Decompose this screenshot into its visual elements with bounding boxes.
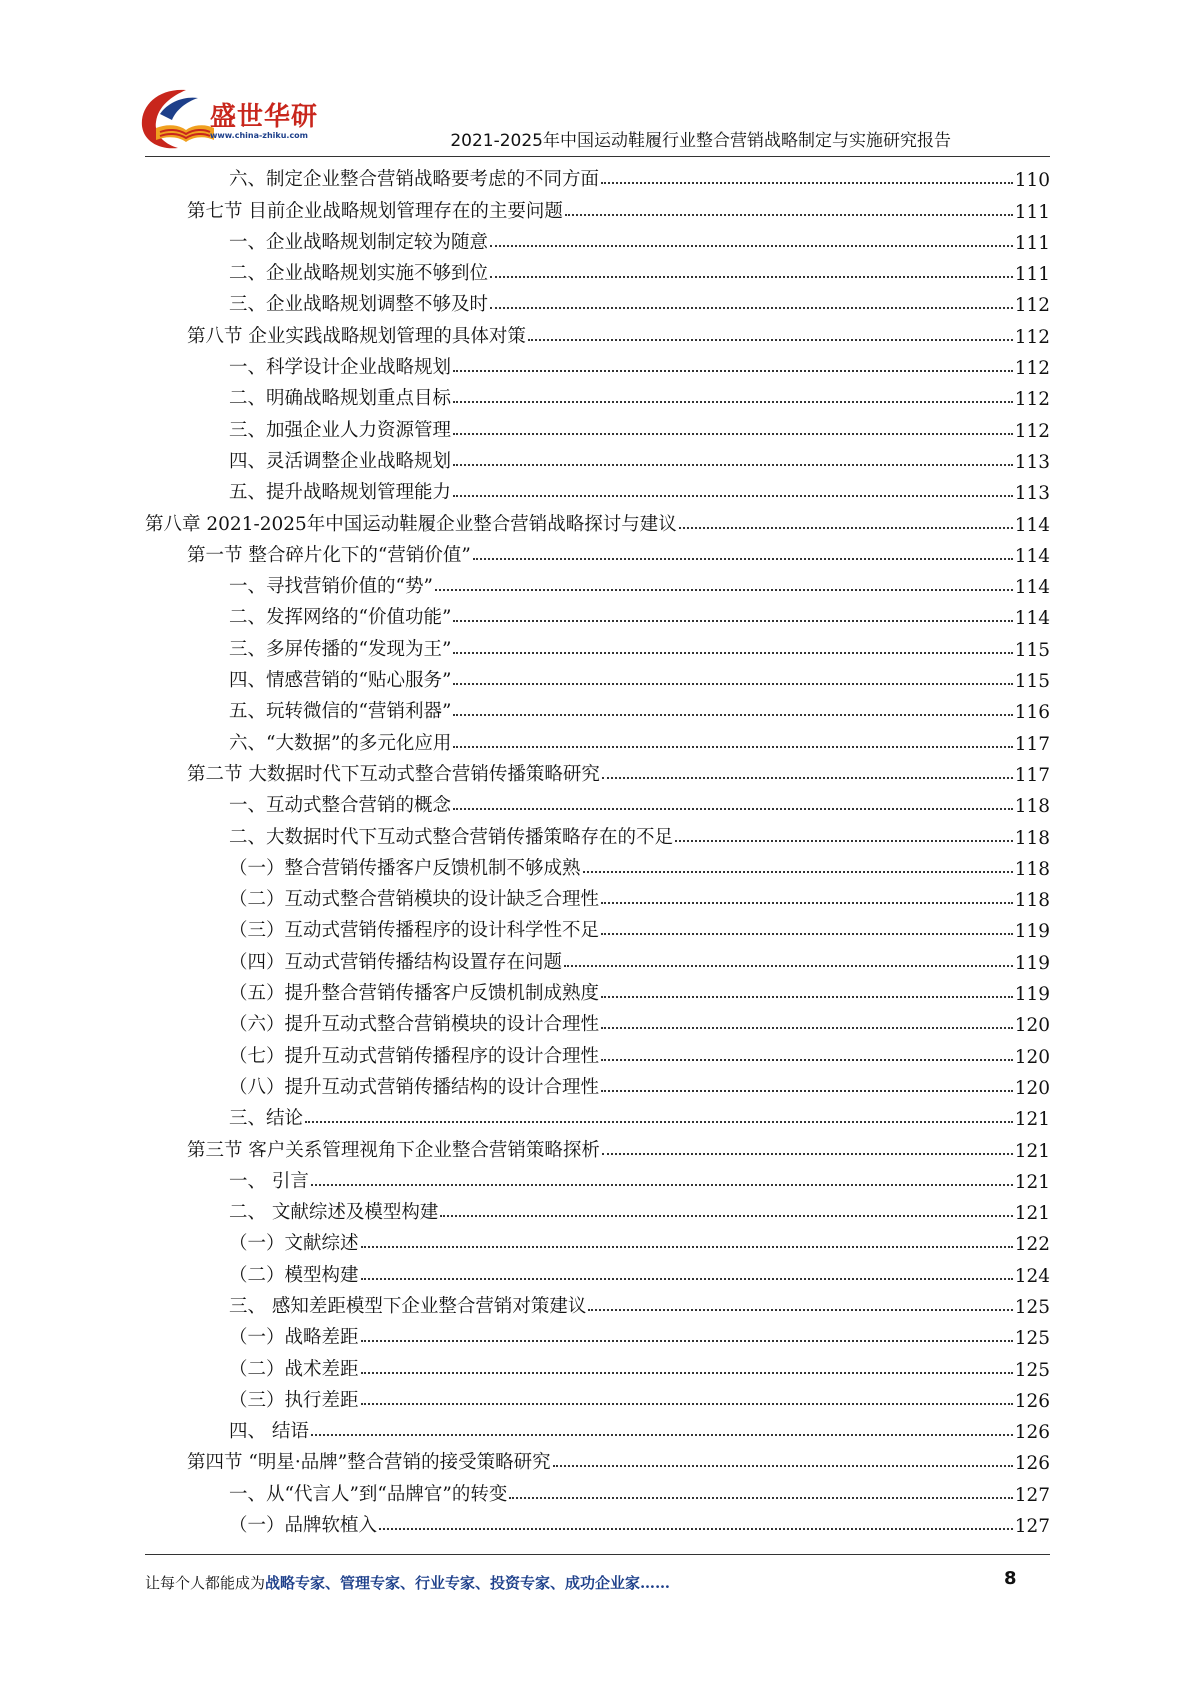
toc-leader-dots	[361, 1372, 1013, 1374]
toc-entry[interactable]	[145, 379, 1050, 410]
slogan-emphasis: 战略专家、管理专家、行业专家、投资专家、成功企业家……	[265, 1574, 671, 1592]
toc-entry-label: 一、从“代言人”到“品牌官”的转变	[229, 1483, 508, 1505]
toc-entry[interactable]	[145, 755, 1050, 786]
toc-entry[interactable]	[145, 348, 1050, 379]
toc-entry-label: 二、 文献综述及模型构建	[229, 1202, 439, 1224]
toc-entry-label: 二、大数据时代下互动式整合营销传播策略存在的不足	[229, 826, 674, 848]
toc-entry-page: 121	[1014, 1140, 1050, 1162]
toc-leader-dots	[453, 714, 1012, 716]
toc-entry-page: 110	[1014, 170, 1050, 192]
toc-entry[interactable]	[145, 473, 1050, 504]
toc-entry-page: 121	[1014, 1109, 1050, 1131]
toc-leader-dots	[379, 1528, 1013, 1530]
toc-entry-page: 114	[1014, 545, 1050, 567]
toc-entry[interactable]	[145, 786, 1050, 817]
toc-entry-label: （七）提升互动式营销传播程序的设计合理性	[229, 1045, 600, 1067]
toc-entry[interactable]	[145, 723, 1050, 754]
toc-leader-dots	[440, 1215, 1012, 1217]
toc-entry-label: （四）互动式营销传播结构设置存在问题	[229, 951, 563, 973]
toc-entry-label: 四、灵活调整企业战略规划	[229, 450, 452, 472]
toc-entry-label: 四、 结语	[229, 1421, 309, 1443]
toc-entry[interactable]	[145, 1036, 1050, 1067]
toc-leader-dots	[601, 902, 1013, 904]
toc-entry[interactable]	[145, 817, 1050, 848]
toc-entry-page: 117	[1014, 733, 1050, 755]
footer-divider	[145, 1554, 1050, 1555]
toc-entry[interactable]	[145, 1255, 1050, 1286]
toc-leader-dots	[453, 620, 1012, 622]
toc-leader-dots	[361, 1340, 1013, 1342]
report-title: 2021-2025年中国运动鞋履行业整合营销战略制定与实施研究报告	[450, 131, 951, 151]
toc-entry[interactable]	[145, 1381, 1050, 1412]
toc-leader-dots	[588, 1309, 1012, 1311]
toc-entry-label: 五、玩转微信的“营销利器”	[229, 701, 452, 723]
toc-entry-page: 126	[1014, 1390, 1050, 1412]
toc-entry[interactable]	[145, 1474, 1050, 1505]
toc-entry-page: 125	[1014, 1296, 1050, 1318]
toc-entry-page: 126	[1014, 1453, 1050, 1475]
toc-entry-page: 111	[1014, 201, 1050, 223]
toc-entry[interactable]	[145, 1506, 1050, 1537]
toc-leader-dots	[435, 589, 1013, 591]
toc-entry-page: 118	[1014, 796, 1050, 818]
toc-entry[interactable]	[145, 254, 1050, 285]
toc-entry-label: （八）提升互动式营销传播结构的设计合理性	[229, 1076, 600, 1098]
toc-entry-page: 116	[1014, 702, 1050, 724]
toc-entry-label: 二、企业战略规划实施不够到位	[229, 263, 489, 285]
toc-entry-page: 114	[1014, 577, 1050, 599]
toc-entry-page: 127	[1014, 1484, 1050, 1506]
toc-entry-page: 111	[1014, 264, 1050, 286]
slogan-prefix: 让每个人都能成为	[145, 1574, 266, 1592]
toc-entry-label: 一、寻找营销价值的“势”	[229, 576, 433, 598]
toc-entry-page: 118	[1014, 827, 1050, 849]
toc-entry[interactable]	[145, 504, 1050, 535]
toc-leader-dots	[601, 182, 1013, 184]
toc-entry-label: 一、 引言	[229, 1170, 309, 1192]
toc-leader-dots	[453, 683, 1012, 685]
toc-leader-dots	[453, 464, 1013, 466]
toc-entry-label: 第三节 客户关系管理视角下企业整合营销策略探析	[187, 1139, 600, 1161]
toc-entry-label: 四、情感营销的“贴心服务”	[229, 670, 452, 692]
toc-entry-label: （一）整合营销传播客户反馈机制不够成熟	[229, 857, 581, 879]
footer-slogan	[145, 1572, 670, 1593]
toc-entry-page: 114	[1014, 514, 1050, 536]
toc-leader-dots	[679, 527, 1013, 529]
toc-leader-dots	[583, 871, 1013, 873]
toc-leader-dots	[601, 996, 1013, 998]
toc-leader-dots	[509, 1497, 1012, 1499]
toc-entry-page: 112	[1014, 358, 1050, 380]
toc-leader-dots	[565, 214, 1013, 216]
toc-entry[interactable]	[145, 160, 1050, 191]
toc-entry-label: （五）提升整合营销传播客户反馈机制成熟度	[229, 983, 600, 1005]
toc-entry-label: 一、科学设计企业战略规划	[229, 357, 452, 379]
toc-entry-label: 三、结论	[229, 1108, 304, 1130]
toc-entry-page: 117	[1014, 764, 1050, 786]
toc-entry[interactable]	[145, 974, 1050, 1005]
toc-entry[interactable]	[145, 911, 1050, 942]
toc-leader-dots	[490, 276, 1013, 278]
toc-entry-page: 112	[1014, 326, 1050, 348]
toc-entry-page: 118	[1014, 890, 1050, 912]
toc-entry[interactable]	[145, 692, 1050, 723]
toc-entry-label: 第八节 企业实践战略规划管理的具体对策	[187, 325, 526, 347]
table-of-contents	[145, 160, 1050, 1537]
toc-entry-label: 一、互动式整合营销的概念	[229, 795, 452, 817]
toc-leader-dots	[305, 1121, 1013, 1123]
toc-leader-dots	[361, 1403, 1013, 1405]
toc-leader-dots	[361, 1246, 1013, 1248]
toc-leader-dots	[601, 933, 1013, 935]
toc-entry[interactable]	[145, 1224, 1050, 1255]
page-header	[0, 0, 1191, 160]
toc-leader-dots	[602, 777, 1013, 779]
toc-entry-label: （二）模型构建	[229, 1264, 359, 1286]
toc-entry-page: 118	[1014, 858, 1050, 880]
toc-entry-label: 五、提升战略规划管理能力	[229, 482, 452, 504]
toc-entry-label: （三）互动式营销传播程序的设计科学性不足	[229, 920, 600, 942]
toc-entry[interactable]	[145, 1287, 1050, 1318]
toc-entry[interactable]	[145, 1349, 1050, 1380]
toc-entry-page: 113	[1014, 451, 1050, 473]
toc-leader-dots	[453, 433, 1013, 435]
page-number: 8	[1004, 1568, 1017, 1589]
toc-entry-label: （一）品牌软植入	[229, 1515, 378, 1537]
toc-entry-label: 三、加强企业人力资源管理	[229, 419, 452, 441]
toc-entry-label: 二、发挥网络的“价值功能”	[229, 607, 452, 629]
toc-entry-label: 第一节 整合碎片化下的“营销价值”	[187, 544, 471, 566]
toc-entry-page: 127	[1014, 1516, 1050, 1538]
toc-leader-dots	[601, 1090, 1013, 1092]
toc-entry-page: 120	[1014, 1015, 1050, 1037]
header-divider	[145, 156, 1050, 157]
toc-leader-dots	[453, 401, 1013, 403]
toc-leader-dots	[601, 1059, 1013, 1061]
toc-leader-dots	[453, 370, 1013, 372]
brand-url: www.china-zhiku.com	[210, 131, 309, 140]
toc-entry-page: 115	[1014, 671, 1050, 693]
toc-entry-label: 六、制定企业整合营销战略要考虑的不同方面	[229, 169, 600, 191]
toc-entry-label: （一）战略差距	[229, 1327, 359, 1349]
toc-leader-dots	[473, 558, 1013, 560]
toc-entry[interactable]	[145, 849, 1050, 880]
toc-leader-dots	[553, 1465, 1013, 1467]
toc-leader-dots	[675, 840, 1013, 842]
toc-leader-dots	[453, 808, 1013, 810]
toc-entry-label: 三、企业战略规划调整不够及时	[229, 294, 489, 316]
toc-entry[interactable]	[145, 536, 1050, 567]
toc-entry[interactable]	[145, 1193, 1050, 1224]
toc-leader-dots	[602, 1153, 1013, 1155]
toc-leader-dots	[311, 1184, 1013, 1186]
toc-entry-page: 119	[1014, 921, 1050, 943]
brand-name: 盛世华研	[210, 102, 319, 132]
toc-entry-page: 115	[1014, 639, 1050, 661]
toc-entry[interactable]	[145, 1005, 1050, 1036]
toc-entry-page: 122	[1014, 1234, 1050, 1256]
toc-entry-label: （二）战术差距	[229, 1358, 359, 1380]
toc-entry-page: 124	[1014, 1265, 1050, 1287]
toc-leader-dots	[361, 1278, 1013, 1280]
toc-entry[interactable]	[145, 316, 1050, 347]
toc-entry-page: 113	[1014, 483, 1050, 505]
toc-entry-label: （六）提升互动式整合营销模块的设计合理性	[229, 1014, 600, 1036]
toc-entry-page: 120	[1014, 1077, 1050, 1099]
toc-entry[interactable]	[145, 1162, 1050, 1193]
toc-entry[interactable]	[145, 1099, 1050, 1130]
toc-leader-dots	[490, 307, 1013, 309]
toc-entry-page: 121	[1014, 1171, 1050, 1193]
toc-entry-page: 120	[1014, 1046, 1050, 1068]
toc-leader-dots	[453, 652, 1012, 654]
toc-entry-label: 二、明确战略规划重点目标	[229, 388, 452, 410]
toc-entry[interactable]	[145, 942, 1050, 973]
toc-entry-label: （一）文献综述	[229, 1233, 359, 1255]
toc-entry[interactable]	[145, 661, 1050, 692]
toc-entry[interactable]	[145, 1068, 1050, 1099]
toc-entry-page: 121	[1014, 1203, 1050, 1225]
toc-leader-dots	[453, 495, 1013, 497]
toc-entry-page: 119	[1014, 984, 1050, 1006]
toc-entry-page: 114	[1014, 608, 1050, 630]
toc-entry[interactable]	[145, 629, 1050, 660]
toc-leader-dots	[564, 965, 1013, 967]
toc-entry[interactable]	[145, 1412, 1050, 1443]
toc-entry-page: 125	[1014, 1328, 1050, 1350]
toc-entry[interactable]	[145, 191, 1050, 222]
toc-entry-page: 112	[1014, 389, 1050, 411]
toc-entry-page: 112	[1014, 420, 1050, 442]
toc-entry[interactable]	[145, 567, 1050, 598]
toc-entry-label: 第四节 “明星·品牌”整合营销的接受策略研究	[187, 1452, 551, 1474]
toc-entry-page: 119	[1014, 952, 1050, 974]
toc-leader-dots	[311, 1434, 1013, 1436]
toc-entry[interactable]	[145, 1130, 1050, 1161]
toc-entry-page: 125	[1014, 1359, 1050, 1381]
toc-entry[interactable]	[145, 1318, 1050, 1349]
toc-entry-label: （二）互动式整合营销模块的设计缺乏合理性	[229, 889, 600, 911]
toc-entry-label: 三、 感知差距模型下企业整合营销对策建议	[229, 1295, 587, 1317]
toc-entry-label: 第八章 2021-2025年中国运动鞋履企业整合营销战略探讨与建议	[145, 513, 677, 535]
toc-entry[interactable]	[145, 442, 1050, 473]
toc-entry-label: 第七节 目前企业战略规划管理存在的主要问题	[187, 200, 563, 222]
toc-leader-dots	[453, 746, 1012, 748]
toc-entry[interactable]	[145, 598, 1050, 629]
toc-entry-label: 三、多屏传播的“发现为王”	[229, 638, 452, 660]
toc-leader-dots	[490, 245, 1013, 247]
toc-entry[interactable]	[145, 223, 1050, 254]
toc-entry-label: （三）执行差距	[229, 1389, 359, 1411]
toc-entry-page: 111	[1014, 232, 1050, 254]
toc-entry-page: 112	[1014, 295, 1050, 317]
toc-leader-dots	[528, 339, 1013, 341]
toc-entry-label: 第二节 大数据时代下互动式整合营销传播策略研究	[187, 763, 600, 785]
toc-entry[interactable]	[145, 880, 1050, 911]
toc-entry[interactable]	[145, 285, 1050, 316]
toc-entry-label: 六、“大数据”的多元化应用	[229, 732, 452, 754]
toc-entry[interactable]	[145, 1443, 1050, 1474]
toc-entry[interactable]	[145, 410, 1050, 441]
toc-entry-label: 一、企业战略规划制定较为随意	[229, 231, 489, 253]
toc-leader-dots	[601, 1027, 1013, 1029]
toc-entry-page: 126	[1014, 1422, 1050, 1444]
